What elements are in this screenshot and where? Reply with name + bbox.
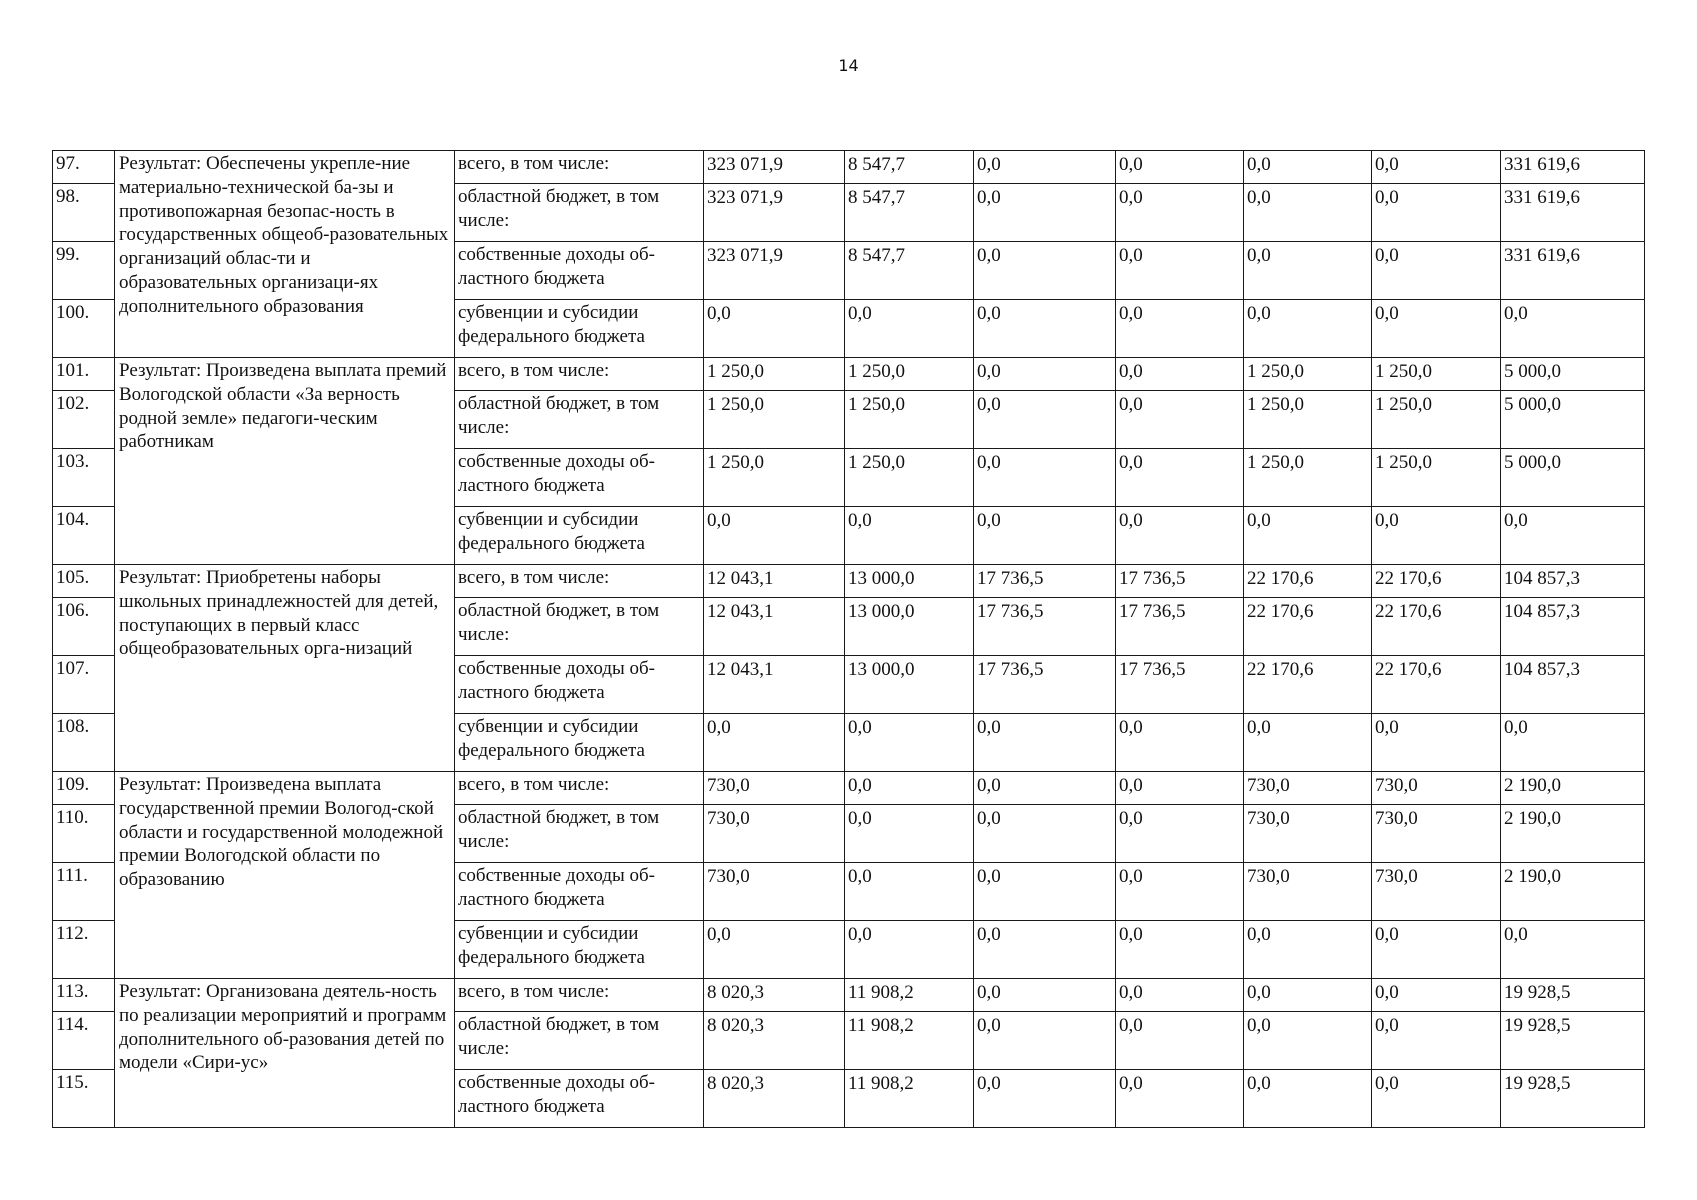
row-number: 97. <box>53 151 115 184</box>
amount-cell: 12 043,1 <box>704 598 845 656</box>
row-number: 98. <box>53 184 115 242</box>
amount-cell: 323 071,9 <box>704 184 845 242</box>
amount-cell: 0,0 <box>1244 151 1372 184</box>
amount-cell: 1 250,0 <box>1372 358 1501 391</box>
amount-cell: 12 043,1 <box>704 565 845 598</box>
amount-cell: 730,0 <box>704 805 845 863</box>
amount-cell: 0,0 <box>704 507 845 565</box>
funding-source: областной бюджет, в том числе: <box>455 184 704 242</box>
amount-cell: 0,0 <box>1501 714 1645 772</box>
amount-cell: 0,0 <box>974 507 1116 565</box>
amount-cell: 13 000,0 <box>845 656 974 714</box>
amount-cell: 0,0 <box>974 921 1116 979</box>
result-description: Результат: Организована деятель-ность по реализации мероприятий и программ дополнительного об-разования детей по модели «Сири-ус» <box>115 979 455 1128</box>
amount-cell: 5 000,0 <box>1501 391 1645 449</box>
row-number: 101. <box>53 358 115 391</box>
amount-cell: 0,0 <box>1244 507 1372 565</box>
amount-cell: 17 736,5 <box>974 656 1116 714</box>
funding-source: субвенции и субсидии федерального бюджета <box>455 507 704 565</box>
row-number: 104. <box>53 507 115 565</box>
amount-cell: 730,0 <box>1372 805 1501 863</box>
amount-cell: 13 000,0 <box>845 565 974 598</box>
amount-cell: 1 250,0 <box>845 449 974 507</box>
amount-cell: 0,0 <box>1372 1012 1501 1070</box>
amount-cell: 5 000,0 <box>1501 449 1645 507</box>
amount-cell: 323 071,9 <box>704 242 845 300</box>
amount-cell: 0,0 <box>1116 184 1244 242</box>
amount-cell: 0,0 <box>1116 449 1244 507</box>
amount-cell: 0,0 <box>1116 300 1244 358</box>
amount-cell: 730,0 <box>1372 772 1501 805</box>
amount-cell: 0,0 <box>1116 863 1244 921</box>
amount-cell: 8 020,3 <box>704 979 845 1012</box>
amount-cell: 1 250,0 <box>845 391 974 449</box>
amount-cell: 0,0 <box>1116 1012 1244 1070</box>
amount-cell: 1 250,0 <box>704 449 845 507</box>
amount-cell: 331 619,6 <box>1501 242 1645 300</box>
amount-cell: 0,0 <box>1116 507 1244 565</box>
row-number: 115. <box>53 1070 115 1128</box>
amount-cell: 0,0 <box>1372 242 1501 300</box>
amount-cell: 730,0 <box>1372 863 1501 921</box>
amount-cell: 2 190,0 <box>1501 863 1645 921</box>
amount-cell: 0,0 <box>845 863 974 921</box>
amount-cell: 0,0 <box>974 391 1116 449</box>
amount-cell: 0,0 <box>1372 184 1501 242</box>
amount-cell: 104 857,3 <box>1501 598 1645 656</box>
row-number: 100. <box>53 300 115 358</box>
amount-cell: 104 857,3 <box>1501 656 1645 714</box>
amount-cell: 0,0 <box>974 184 1116 242</box>
amount-cell: 1 250,0 <box>704 358 845 391</box>
funding-source: всего, в том числе: <box>455 772 704 805</box>
funding-source: областной бюджет, в том числе: <box>455 391 704 449</box>
amount-cell: 0,0 <box>1372 921 1501 979</box>
amount-cell: 730,0 <box>1244 863 1372 921</box>
amount-cell: 17 736,5 <box>1116 565 1244 598</box>
amount-cell: 19 928,5 <box>1501 979 1645 1012</box>
row-number: 102. <box>53 391 115 449</box>
amount-cell: 5 000,0 <box>1501 358 1645 391</box>
amount-cell: 17 736,5 <box>974 565 1116 598</box>
amount-cell: 0,0 <box>845 300 974 358</box>
row-number: 108. <box>53 714 115 772</box>
funding-source: всего, в том числе: <box>455 979 704 1012</box>
funding-source: собственные доходы об-ластного бюджета <box>455 242 704 300</box>
amount-cell: 0,0 <box>1116 714 1244 772</box>
funding-source: всего, в том числе: <box>455 565 704 598</box>
amount-cell: 22 170,6 <box>1244 598 1372 656</box>
amount-cell: 0,0 <box>1372 507 1501 565</box>
amount-cell: 0,0 <box>974 242 1116 300</box>
amount-cell: 0,0 <box>974 772 1116 805</box>
amount-cell: 0,0 <box>1244 921 1372 979</box>
budget-table <box>52 150 1645 1128</box>
amount-cell: 19 928,5 <box>1501 1012 1645 1070</box>
amount-cell: 0,0 <box>1116 1070 1244 1128</box>
amount-cell: 13 000,0 <box>845 598 974 656</box>
amount-cell: 0,0 <box>845 507 974 565</box>
amount-cell: 11 908,2 <box>845 1070 974 1128</box>
row-number: 107. <box>53 656 115 714</box>
amount-cell: 0,0 <box>1244 242 1372 300</box>
amount-cell: 8 020,3 <box>704 1012 845 1070</box>
amount-cell: 323 071,9 <box>704 151 845 184</box>
amount-cell: 0,0 <box>974 805 1116 863</box>
result-description: Результат: Произведена выплата государственной премии Вологод-ской области и государственной молодежной премии Вологодской области по образованию <box>115 772 455 979</box>
amount-cell: 1 250,0 <box>704 391 845 449</box>
amount-cell: 730,0 <box>1244 805 1372 863</box>
result-description: Результат: Обеспечены укрепле-ние материально-технической ба-зы и противопожарная безопас-ность в государственных общеоб-разовательных организаций облас-ти и образовательных организаци-ях дополнительного образования <box>115 151 455 358</box>
amount-cell: 0,0 <box>1116 151 1244 184</box>
funding-source: областной бюджет, в том числе: <box>455 805 704 863</box>
amount-cell: 1 250,0 <box>1244 391 1372 449</box>
amount-cell: 331 619,6 <box>1501 184 1645 242</box>
row-number: 114. <box>53 1012 115 1070</box>
amount-cell: 22 170,6 <box>1244 565 1372 598</box>
result-description: Результат: Произведена выплата премий Вологодской области «За верность родной земле» педагоги-ческим работникам <box>115 358 455 565</box>
amount-cell: 0,0 <box>974 449 1116 507</box>
amount-cell: 0,0 <box>1501 921 1645 979</box>
amount-cell: 0,0 <box>1501 300 1645 358</box>
amount-cell: 0,0 <box>845 714 974 772</box>
amount-cell: 0,0 <box>1372 151 1501 184</box>
amount-cell: 0,0 <box>1116 772 1244 805</box>
amount-cell: 17 736,5 <box>1116 598 1244 656</box>
amount-cell: 0,0 <box>1244 1070 1372 1128</box>
amount-cell: 2 190,0 <box>1501 772 1645 805</box>
amount-cell: 12 043,1 <box>704 656 845 714</box>
amount-cell: 22 170,6 <box>1372 565 1501 598</box>
row-number: 112. <box>53 921 115 979</box>
amount-cell: 0,0 <box>1116 242 1244 300</box>
amount-cell: 0,0 <box>845 921 974 979</box>
row-number: 110. <box>53 805 115 863</box>
funding-source: всего, в том числе: <box>455 358 704 391</box>
amount-cell: 0,0 <box>1372 1070 1501 1128</box>
amount-cell: 1 250,0 <box>1244 449 1372 507</box>
funding-source: областной бюджет, в том числе: <box>455 1012 704 1070</box>
funding-source: собственные доходы об-ластного бюджета <box>455 863 704 921</box>
amount-cell: 0,0 <box>1116 979 1244 1012</box>
amount-cell: 0,0 <box>845 772 974 805</box>
amount-cell: 331 619,6 <box>1501 151 1645 184</box>
amount-cell: 0,0 <box>974 300 1116 358</box>
amount-cell: 730,0 <box>704 772 845 805</box>
table-row <box>53 772 1645 805</box>
amount-cell: 17 736,5 <box>974 598 1116 656</box>
amount-cell: 0,0 <box>1244 300 1372 358</box>
funding-source: субвенции и субсидии федерального бюджета <box>455 921 704 979</box>
amount-cell: 0,0 <box>1244 184 1372 242</box>
amount-cell: 0,0 <box>704 921 845 979</box>
amount-cell: 0,0 <box>974 863 1116 921</box>
amount-cell: 11 908,2 <box>845 1012 974 1070</box>
amount-cell: 0,0 <box>974 358 1116 391</box>
amount-cell: 0,0 <box>1244 979 1372 1012</box>
amount-cell: 8 547,7 <box>845 184 974 242</box>
amount-cell: 1 250,0 <box>1372 449 1501 507</box>
funding-source: собственные доходы об-ластного бюджета <box>455 449 704 507</box>
amount-cell: 0,0 <box>1372 714 1501 772</box>
amount-cell: 0,0 <box>1116 805 1244 863</box>
amount-cell: 0,0 <box>1116 391 1244 449</box>
amount-cell: 0,0 <box>1244 1012 1372 1070</box>
amount-cell: 8 547,7 <box>845 151 974 184</box>
amount-cell: 17 736,5 <box>1116 656 1244 714</box>
row-number: 113. <box>53 979 115 1012</box>
amount-cell: 0,0 <box>1372 300 1501 358</box>
amount-cell: 0,0 <box>974 151 1116 184</box>
amount-cell: 0,0 <box>704 300 845 358</box>
amount-cell: 8 547,7 <box>845 242 974 300</box>
amount-cell: 8 020,3 <box>704 1070 845 1128</box>
amount-cell: 1 250,0 <box>845 358 974 391</box>
amount-cell: 0,0 <box>974 1012 1116 1070</box>
row-number: 109. <box>53 772 115 805</box>
row-number: 106. <box>53 598 115 656</box>
funding-source: субвенции и субсидии федерального бюджета <box>455 300 704 358</box>
row-number: 111. <box>53 863 115 921</box>
amount-cell: 1 250,0 <box>1372 391 1501 449</box>
amount-cell: 730,0 <box>1244 772 1372 805</box>
funding-source: субвенции и субсидии федерального бюджета <box>455 714 704 772</box>
table-row <box>53 979 1645 1012</box>
amount-cell: 19 928,5 <box>1501 1070 1645 1128</box>
table-row <box>53 565 1645 598</box>
amount-cell: 0,0 <box>1116 358 1244 391</box>
row-number: 105. <box>53 565 115 598</box>
row-number: 103. <box>53 449 115 507</box>
amount-cell: 2 190,0 <box>1501 805 1645 863</box>
funding-source: собственные доходы об-ластного бюджета <box>455 1070 704 1128</box>
result-description: Результат: Приобретены наборы школьных принадлежностей для детей, поступающих в первый класс общеобразовательных орга-низаций <box>115 565 455 772</box>
amount-cell: 0,0 <box>1372 979 1501 1012</box>
funding-source: собственные доходы об-ластного бюджета <box>455 656 704 714</box>
amount-cell: 0,0 <box>974 979 1116 1012</box>
table-body <box>53 151 1645 1128</box>
table-row <box>53 358 1645 391</box>
amount-cell: 0,0 <box>1116 921 1244 979</box>
amount-cell: 0,0 <box>1501 507 1645 565</box>
amount-cell: 22 170,6 <box>1244 656 1372 714</box>
funding-source: областной бюджет, в том числе: <box>455 598 704 656</box>
amount-cell: 0,0 <box>845 805 974 863</box>
amount-cell: 0,0 <box>974 714 1116 772</box>
amount-cell: 11 908,2 <box>845 979 974 1012</box>
row-number: 99. <box>53 242 115 300</box>
page-number: 14 <box>838 56 859 75</box>
table-row <box>53 151 1645 184</box>
amount-cell: 22 170,6 <box>1372 656 1501 714</box>
amount-cell: 0,0 <box>974 1070 1116 1128</box>
funding-source: всего, в том числе: <box>455 151 704 184</box>
amount-cell: 22 170,6 <box>1372 598 1501 656</box>
amount-cell: 104 857,3 <box>1501 565 1645 598</box>
amount-cell: 0,0 <box>704 714 845 772</box>
amount-cell: 0,0 <box>1244 714 1372 772</box>
amount-cell: 1 250,0 <box>1244 358 1372 391</box>
amount-cell: 730,0 <box>704 863 845 921</box>
